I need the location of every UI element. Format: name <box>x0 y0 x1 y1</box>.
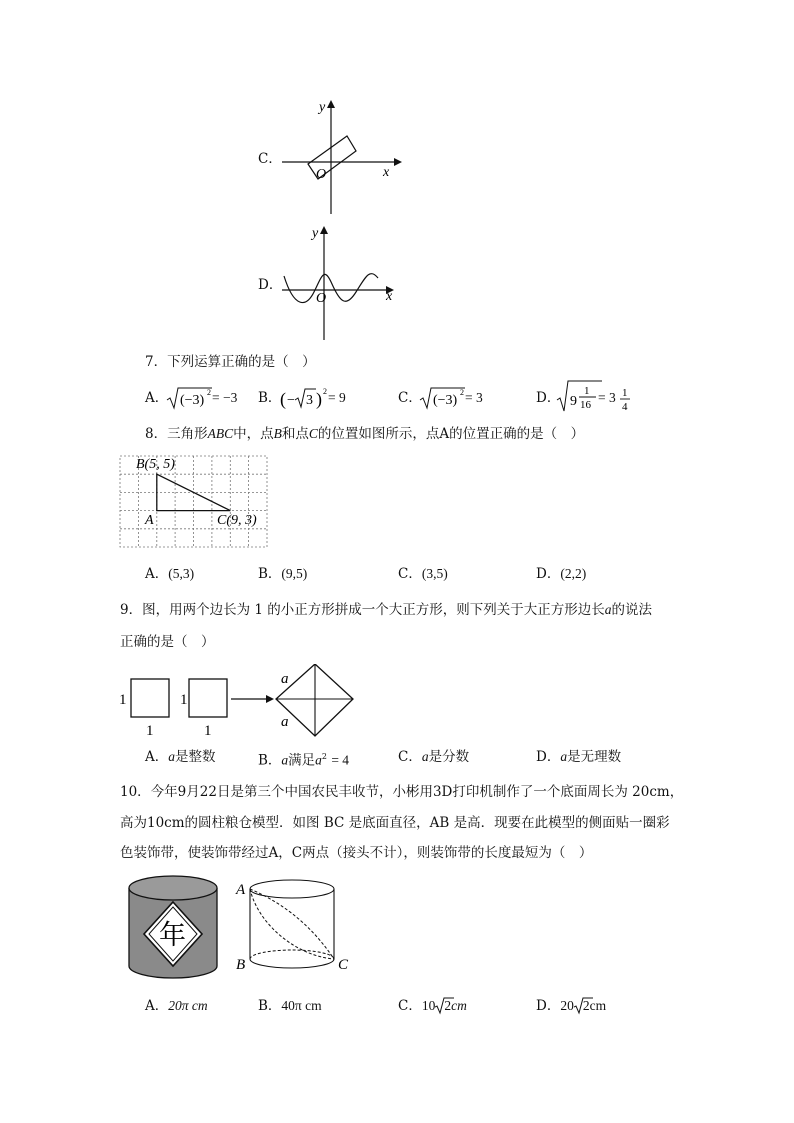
label-c: C <box>338 957 349 973</box>
svg-text:9: 9 <box>570 394 577 409</box>
superscript-2: 2 <box>321 752 328 761</box>
side-label: 1 <box>119 692 127 708</box>
side-label: 1 <box>204 723 212 739</box>
y-axis-label: y <box>319 100 326 115</box>
stem-text: 和点 <box>281 426 309 442</box>
svg-text:4: 4 <box>622 401 628 413</box>
q9-squares-figure <box>116 664 366 744</box>
origin-label: O <box>316 167 327 182</box>
svg-text:2: 2 <box>207 388 211 397</box>
option-label: B． <box>258 998 282 1014</box>
stem-text: 的位置如图所示，点A的位置正确的是（ ） <box>317 426 585 442</box>
option-label: C． <box>398 390 422 406</box>
q8-option-d[interactable] <box>536 564 586 584</box>
sqrt-radicand: 2 <box>444 998 452 1013</box>
svg-text:2: 2 <box>323 387 327 396</box>
point-b-label: B(5, 5) <box>136 457 175 472</box>
option-label: C． <box>398 998 422 1014</box>
q7-stem: 7．下列运算正确的是（ ） <box>145 354 316 370</box>
q10-wire-cylinder <box>234 874 356 974</box>
q6-graph-d <box>276 222 406 342</box>
option-unit: cm <box>589 998 607 1013</box>
q7-b-rhs: = 9 <box>328 390 346 405</box>
option-label: A． <box>145 749 169 765</box>
option-value: (5,3) <box>168 566 195 581</box>
option-var: a <box>168 749 175 764</box>
stem-math: C <box>308 426 318 441</box>
q8-option-c[interactable] <box>398 564 448 584</box>
option-label: D． <box>536 566 561 582</box>
q8-option-a[interactable] <box>145 564 194 584</box>
label-b: B <box>236 957 246 973</box>
option-value: 40π cm <box>281 998 322 1013</box>
option-label: D． <box>536 390 561 406</box>
q10-option-b[interactable] <box>258 996 322 1016</box>
y-axis-label: y <box>312 226 319 241</box>
svg-text:3: 3 <box>306 393 313 408</box>
q10-stem-line1: 10．今年9月22日是第三个中国农民丰收节，小彬用3D打印机制作了一个底面周长为 20cm， <box>120 784 684 800</box>
q9-option-b[interactable] <box>258 747 349 771</box>
point-a-label: A <box>145 513 154 528</box>
option-var: a <box>421 749 429 764</box>
option-label: A． <box>145 390 169 406</box>
svg-text:16: 16 <box>580 399 591 411</box>
q9-option-c[interactable] <box>398 747 469 767</box>
q6-graph-c <box>276 96 406 218</box>
stem-text: 8．三角形 <box>145 426 208 442</box>
q6-option-d-label: D． <box>258 277 283 293</box>
option-label: A． <box>145 566 169 582</box>
side-label: 1 <box>180 692 188 708</box>
svg-text:(−3): (−3) <box>180 393 205 408</box>
q7-option-a[interactable] <box>145 388 168 408</box>
q8-option-b[interactable] <box>258 564 307 584</box>
option-var: a <box>315 752 322 768</box>
option-text: 是分数 <box>428 749 470 765</box>
option-label: C． <box>398 749 422 765</box>
option-text: 是整数 <box>175 749 216 765</box>
point-c-label: C(9, 3) <box>217 513 257 528</box>
option-var: a <box>281 752 289 768</box>
svg-text:(−3): (−3) <box>433 393 458 408</box>
q9-stem-line2: 正确的是（ ） <box>120 634 215 650</box>
q8-stem <box>145 424 584 444</box>
option-value: 20π cm <box>168 998 208 1013</box>
option-text: 是无理数 <box>567 749 622 765</box>
cylinder-character: 年 <box>159 920 186 950</box>
q10-stem-line3: 色装饰带，使装饰带经过A，C两点（接头不计），则装饰带的长度最短为（ ） <box>120 845 593 861</box>
svg-text:2: 2 <box>460 388 464 397</box>
option-eq: = 4 <box>331 752 350 768</box>
q9-option-a[interactable] <box>145 747 216 767</box>
option-value: (2,2) <box>560 566 587 581</box>
option-label: C． <box>398 566 422 582</box>
stem-math: B <box>273 426 282 441</box>
q7-d-expression <box>556 378 604 414</box>
option-unit: cm <box>451 998 467 1013</box>
big-side-label: a <box>281 714 289 730</box>
option-var: a <box>560 749 568 764</box>
side-label: 1 <box>146 723 154 739</box>
stem-text: 的说法 <box>611 602 653 618</box>
q10-option-d[interactable] <box>536 996 606 1016</box>
q7-a-rhs: = −3 <box>212 390 238 405</box>
option-value: (3,5) <box>421 566 448 581</box>
big-side-label: a <box>281 671 289 687</box>
stem-text: 中，点 <box>233 426 274 442</box>
q9-stem-line1 <box>120 600 652 620</box>
sqrt-symbol <box>435 996 451 1016</box>
stem-math: a <box>604 602 612 617</box>
option-label: B． <box>258 566 282 582</box>
x-axis-label: x <box>386 289 393 304</box>
svg-text:−: − <box>287 393 295 408</box>
option-coef: 10 <box>421 998 436 1013</box>
option-value: (9,5) <box>281 566 308 581</box>
label-a: A <box>236 882 246 898</box>
q10-stem-line2: 高为10cm的圆柱粮仓模型．如图 BC 是底面直径，AB 是高．现要在此模型的侧面贴一圈彩 <box>120 815 670 831</box>
origin-label: O <box>316 291 327 306</box>
stem-math: ABC <box>207 426 234 441</box>
q9-option-d[interactable] <box>536 747 621 767</box>
x-axis-label: x <box>383 165 390 180</box>
q8-grid-figure <box>119 455 269 549</box>
stem-text: 9．图，用两个边长为 1 的小正方形拼成一个大正方形，则下列关于大正方形边长 <box>120 602 605 618</box>
sqrt-symbol <box>574 996 590 1016</box>
q10-option-a[interactable] <box>145 996 208 1016</box>
q10-decorated-cylinder <box>126 872 222 982</box>
option-label: A． <box>145 998 169 1014</box>
q7-c-rhs: = 3 <box>465 390 483 405</box>
svg-text:1: 1 <box>584 385 590 397</box>
svg-text:(: ( <box>280 389 286 409</box>
option-label: D． <box>536 998 561 1014</box>
sqrt-radicand: 2 <box>582 998 590 1013</box>
option-label: D． <box>536 749 561 765</box>
option-coef: 20 <box>560 998 574 1013</box>
svg-text:1: 1 <box>622 387 628 399</box>
option-label: B． <box>258 390 282 406</box>
svg-text:): ) <box>316 389 322 409</box>
q7-d-fraction <box>619 384 633 414</box>
option-label: B． <box>258 752 282 769</box>
q6-option-c-label: C． <box>258 151 282 167</box>
option-text: 满足 <box>288 752 316 769</box>
q10-option-c[interactable] <box>398 996 467 1016</box>
q7-d-rhs: = 3 <box>598 390 616 405</box>
